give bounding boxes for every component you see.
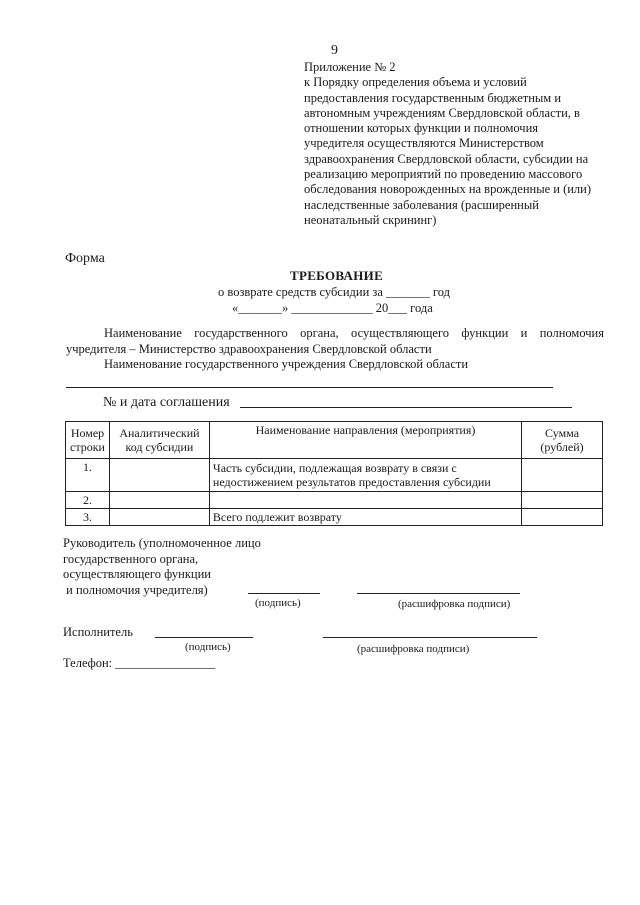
form-label: Форма: [65, 251, 105, 266]
table-header-row: [66, 422, 603, 459]
cell-analytic-code[interactable]: [109, 492, 209, 509]
cell-row-number: 2.: [66, 492, 110, 509]
executor-label: Исполнитель: [63, 625, 133, 639]
head-decode-field[interactable]: [357, 593, 520, 594]
cell-row-number: 3.: [66, 509, 110, 526]
table-row: [66, 492, 603, 509]
agreement-field-line[interactable]: [240, 407, 572, 408]
appendix-line: к Порядку определения объема и условий: [304, 75, 527, 90]
refund-table: [65, 421, 603, 526]
executor-sign-caption: (подпись): [185, 641, 231, 653]
subtitle-period: о возврате средств субсидии за _______ год: [218, 285, 450, 299]
institution-name-line[interactable]: [66, 387, 553, 388]
appendix-line: отношении которых функции и полномочия: [304, 121, 539, 136]
head-signature-line: и полномочия учредителя): [63, 582, 208, 597]
header-row-number: Номер строки: [66, 422, 110, 459]
cell-analytic-code[interactable]: [109, 509, 209, 526]
cell-direction-name: Всего подлежит возврату: [209, 509, 521, 526]
head-decode-caption: (расшифровка подписи): [398, 598, 511, 610]
appendix-line: неонатальный скрининг): [304, 212, 437, 227]
executor-sign-field[interactable]: [155, 637, 253, 638]
cell-direction-name[interactable]: [209, 492, 521, 509]
appendix-line: здравоохранения Свердловской области, субсидии на: [304, 151, 589, 166]
cell-sum[interactable]: [522, 509, 603, 526]
page-number: 9: [331, 43, 338, 58]
cell-row-number: 1.: [66, 459, 110, 492]
agreement-label: № и дата соглашения: [103, 395, 230, 410]
header-direction-name: Наименование направления (мероприятия): [209, 422, 521, 459]
appendix-line: предоставления государственным бюджетным и: [304, 90, 562, 105]
table-row: [66, 459, 603, 492]
table-row: [66, 509, 603, 526]
appendix-line: учредителя осуществляются Министерством: [304, 136, 544, 151]
founder-paragraph: [66, 326, 604, 373]
head-signature-line: Руководитель (уполномоченное лицо: [63, 536, 261, 550]
cell-sum[interactable]: [522, 492, 603, 509]
executor-decode-field[interactable]: [323, 637, 537, 638]
header-sum: Сумма (рублей): [522, 422, 603, 459]
head-signature-label: [63, 536, 261, 598]
phone-label[interactable]: Телефон: ________________: [63, 656, 216, 670]
founder-line: учредителя – Министерство здравоохранения Свердловской области: [66, 341, 432, 356]
head-sign-field[interactable]: [248, 593, 320, 594]
founder-line: Наименование государственного органа, осуществляющего функции и полномочия: [104, 326, 604, 340]
appendix-line: Приложение № 2: [304, 60, 396, 74]
head-signature-line: государственного органа,: [63, 551, 199, 566]
appendix-line: реализацию мероприятий по проведению массового: [304, 167, 583, 182]
appendix-line: обследования новорожденных на врожденные и (или): [304, 182, 592, 197]
head-sign-caption: (подпись): [255, 597, 301, 609]
cell-sum[interactable]: [522, 459, 603, 492]
header-analytic-code: Аналитический код субсидии: [109, 422, 209, 459]
cell-direction-name: Часть субсидии, подлежащая возврату в связи с недостижением результатов предоставления субсидии: [209, 459, 521, 492]
cell-analytic-code[interactable]: [109, 459, 209, 492]
executor-decode-caption: (расшифровка подписи): [357, 643, 470, 655]
appendix-line: наследственные заболевания (расширенный: [304, 197, 539, 212]
document-title: ТРЕБОВАНИЕ: [290, 268, 384, 283]
subtitle-date: «_______» _____________ 20___ года: [232, 301, 433, 315]
head-signature-line: осуществляющего функции: [63, 567, 211, 581]
appendix-line: автономным учреждениям Свердловской области, в: [304, 105, 580, 120]
appendix-header: [304, 60, 591, 228]
institution-line: Наименование государственного учреждения Свердловской области: [104, 357, 469, 371]
